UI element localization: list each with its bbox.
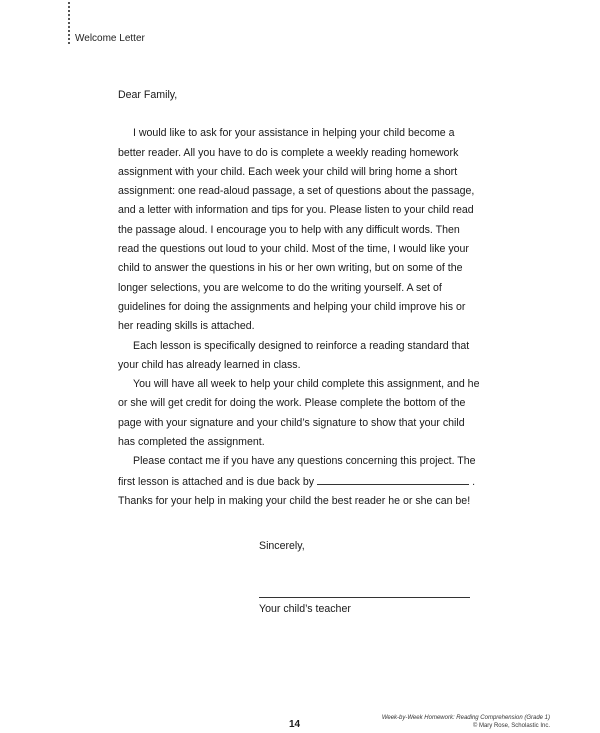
letter-body (118, 86, 480, 511)
signature-line (259, 597, 470, 598)
dotted-margin-rule (68, 2, 70, 44)
paragraph-weekly-time: You will have all week to help your child complete this assignment, and he or she will get credit for doing the work. Please complete the bottom of the page with your signature and your child’s signature to show that your child has completed the assignment. (118, 378, 480, 449)
paragraph-lesson-design: Each lesson is specifically designed to reinforce a reading standard that your child has already learned in class. (118, 339, 470, 371)
salutation: Dear Family, (118, 89, 178, 101)
thanks-text: . Thanks for your help in making your child the best reader he or she can be! (118, 475, 476, 507)
paragraph-contact (118, 452, 480, 511)
page-number: 14 (289, 719, 301, 730)
section-label: Welcome Letter (75, 33, 145, 44)
due-date-blank (317, 472, 469, 485)
closing: Sincerely, (259, 540, 305, 552)
copyright: © Mary Rose, Scholastic Inc. (472, 723, 550, 729)
book-title: Week-by-Week Homework: Reading Comprehension (Grade 1) (381, 715, 550, 721)
footer-credits (382, 714, 550, 730)
signature-label: Your child’s teacher (259, 603, 351, 615)
contact-text: Please contact me if you have any questions concerning this project. The first lesson is attached and is due back by (118, 455, 476, 488)
paragraph-assistance: I would like to ask for your assistance in helping your child become a better reader. All you have to do is complete a weekly reading homework assignment with your child. Each week your child will bring home a short assignment: one read-aloud passage, a set of questions about the passage, and a letter with information and tips for you. Please listen to your child read the passage aloud. I encourage you to help with any difficult words. Then read the questions out loud to your child. Most of the time, I would like your child to answer the questions in his or her own writing, but on some of the longer selections, you are welcome to do the writing yourself. A set of guidelines for doing the assignments and helping your child improve his or her reading skills is attached. (118, 127, 475, 333)
